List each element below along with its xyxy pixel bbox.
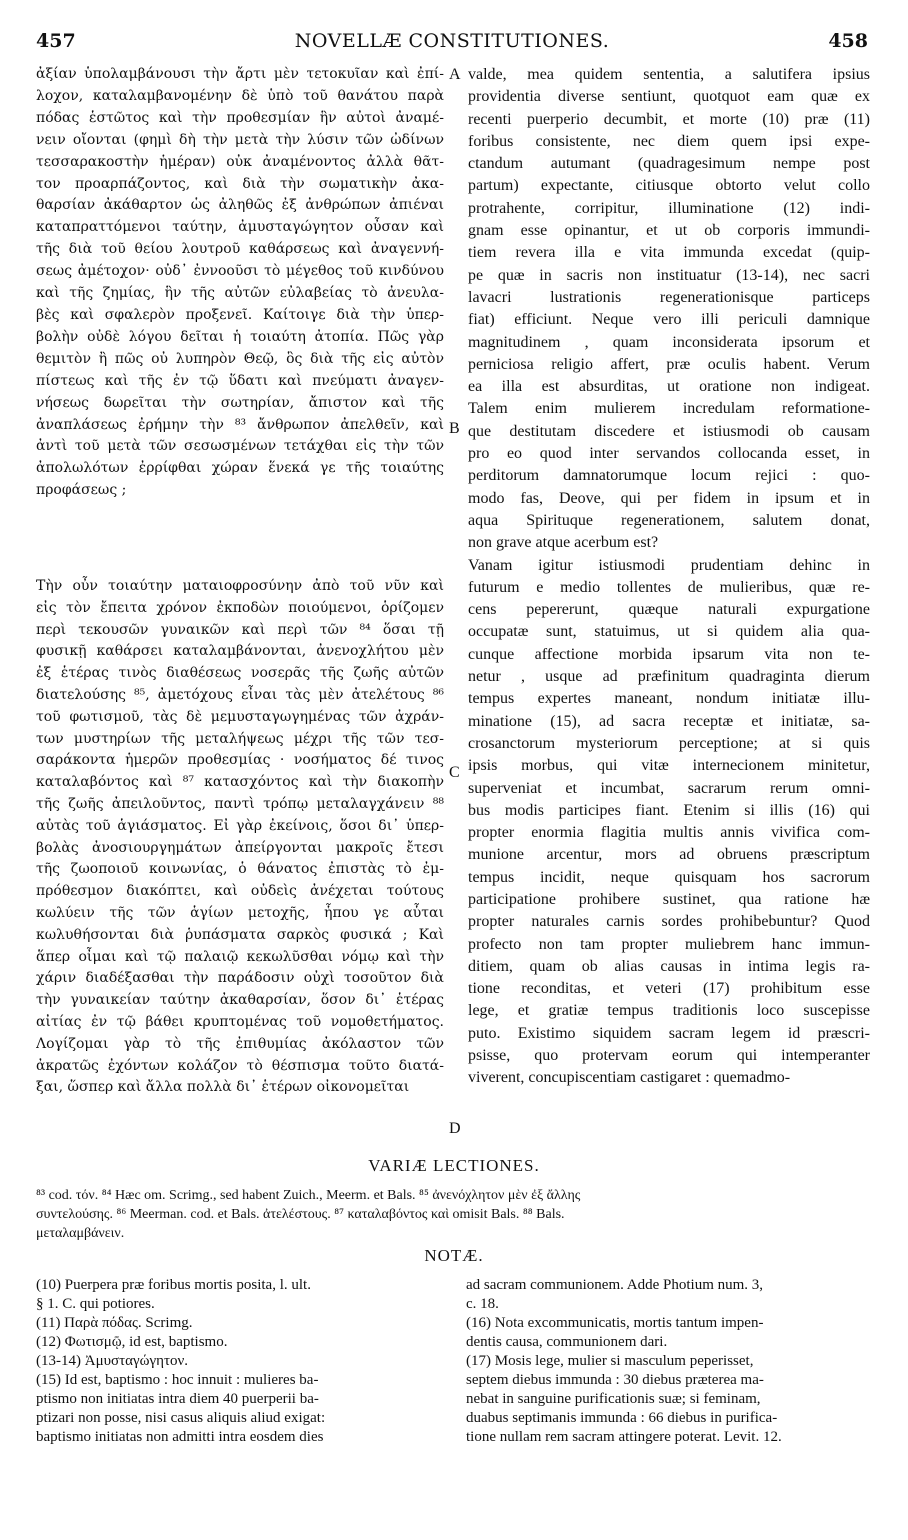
latin-text-line: participatione prohibere sustinet, qua ratione hæ	[468, 890, 870, 908]
greek-text-line: Τὴν οὖν τοιαύτην ματαιοφροσύνην ἀπὸ τοῦ νῦν καὶ	[36, 578, 444, 594]
latin-text-line: pro eo quod inter servandos collocanda esset, in	[468, 445, 870, 463]
latin-text-line: foribus consistente, nec diem quem ipsi expe-	[468, 132, 870, 150]
latin-text-line: superveniat et incumbat, sacrarum rerum omni-	[468, 779, 870, 797]
latin-text-line: modo fas, Deove, qui per fidem in ipsum et in	[468, 489, 870, 507]
note-line: duabus septimanis immunda : 66 diebus in purifica-	[466, 1410, 778, 1426]
latin-text-line: lege, et gratiæ tempus traditionis loco suscepisse	[468, 1002, 870, 1020]
note-line: (17) Mosis lege, mulier si masculum peperisset,	[466, 1353, 754, 1369]
latin-text-line: partum) expectante, citiusque obtorto velut collo	[468, 177, 870, 195]
latin-text-line: valde, mea quidem sententia, a salutifera ipsius	[468, 66, 870, 83]
greek-text-line: θαρσίαν ἀκάθαρτον ὡς ἀληθῶς ἐξ ἀνθρώπων ἀπιέναι	[36, 197, 444, 214]
latin-text-line: occupatæ sunt, statuimus, ut si quidem alia qua-	[468, 623, 870, 641]
note-line: nebat in sanguine purificationis suæ; si feminam,	[466, 1391, 761, 1407]
latin-text-line: providentia diverse sentiunt, quotquot eam quæ ex	[468, 88, 870, 106]
note-line: tione nullam rem sacram attingere poterat. Levit. 12.	[466, 1429, 782, 1445]
latin-text-line: ipsis morbus, qui vitæ internecionem minitetur,	[468, 757, 870, 775]
greek-text-line: νήσεως δωρεῖται τὴν σωτηρίαν, ἄπιστον καὶ τῆς	[36, 394, 444, 411]
greek-text-line: καὶ τῆς ζημίας, ἣν τῆς αὐτῶν εὐλαβείας τὸ ἀνευλα-	[36, 285, 444, 302]
latin-text-line: ea illa est absurditas, ut oratione non indigeat.	[468, 378, 870, 396]
latin-text-line: pe quæ in sacris non instituatur (13-14), nec sacri	[468, 266, 870, 284]
left-page-number: 457	[36, 30, 76, 52]
latin-text-line: fiat) efficiunt. Neque vero illi periculi damnique	[468, 311, 870, 329]
greek-text-line: ἅπερ οἶμαι καὶ τῷ παλαιῷ κεκωλῦσθαι νόμῳ καὶ τὴν	[36, 948, 444, 965]
latin-text-line: cens pepererunt, quæque naturali expurgatione	[468, 601, 870, 619]
greek-text-line: κωλυθήσονται διὰ ῥυπάσματα σαρκὸς φυσικά ; Καὶ	[36, 926, 444, 943]
page-header	[36, 30, 868, 60]
variant-reading-line: μεταλαμβάνειν.	[36, 1226, 125, 1241]
latin-text-line: non grave atque acerbum est?	[468, 534, 659, 552]
latin-text-line: ctandum autumant (quadragesimum nempe post	[468, 155, 870, 173]
greek-text-line: τον προαρπάζοντος, καὶ διὰ τὴν σωματικὴν ἀκα-	[36, 175, 444, 192]
note-line: (11) Παρὰ πόδας. Scrimg.	[36, 1315, 193, 1331]
greek-text-line: καταπραττόμενοι ταύτην, ἀμυσταγώγητον οὖσαν καὶ	[36, 219, 444, 236]
latin-text-line: viverent, concupiscentiam castigaret : quemadmo-	[468, 1069, 791, 1087]
running-title: NOVELLÆ CONSTITUTIONES.	[294, 30, 610, 52]
latin-text-line: puto. Existimo siquidem sacram legem id præscri-	[468, 1024, 870, 1042]
greek-text-line: πόδας ἑστῶτος καὶ τὴν προθεσμίαν ἣν αὐτοὶ ἀναμέ-	[36, 109, 444, 126]
latin-text-line: propter naturales carnis sordes prohibebuntur? Quod	[468, 913, 870, 931]
margin-marker-b: B	[449, 420, 460, 437]
greek-text-line: καταλαβόντος καὶ ⁸⁷ κατασχόντος καὶ τὴν διακοπὴν	[36, 774, 444, 791]
greek-column-part-1	[36, 64, 444, 502]
greek-text-line: ἀκρατῶς ἐχόντων κολάζον τὸ θέσπισμα τοῦτο διατά-	[36, 1057, 444, 1074]
greek-text-line: εἰς τὸν ἔπειτα χρόνον ἐκποδὼν ποιούμενοι, ὁρίζομεν	[36, 599, 444, 616]
note-line: dentis causa, communionem dari.	[466, 1334, 668, 1350]
note-line: ptismo non initiatas intra diem 40 puerperii ba-	[36, 1391, 319, 1407]
variae-lectiones	[36, 1186, 868, 1243]
latin-text-line: bus modis participes fiant. Etenim si illis (16) qui	[468, 801, 870, 819]
latin-text-line: tempus incidit, neque quisquam hos sacrorum	[468, 868, 870, 886]
margin-marker-a: A	[449, 66, 461, 83]
latin-text-line: magnitudinem , quam inconsiderata ipsorum et	[468, 333, 870, 351]
latin-text-line: ditiem, quam ob alias causas in intima legis ra-	[468, 957, 870, 975]
greek-text-line: τῆς ζωοποιοῦ κοινωνίας, ὁ θάνατος ἐπιστὰς τὸ ἐμ-	[36, 861, 444, 878]
greek-text-line: σαράκοντα ἡμερῶν προθεσμίας · νοσήματος δέ τινος	[36, 752, 444, 769]
greek-text-line: πρόθεσμον διακόπτει, καὶ οὐδεὶς ἀνέχεται τούτους	[36, 883, 444, 900]
latin-text-line: protrahente, corripitur, illuminatione (12) indi-	[468, 199, 870, 217]
greek-text-line: λοχον, καταλαμβανομένην δὲ ὑπὸ τοῦ θανάτου παρὰ	[36, 87, 444, 104]
latin-text-line: lavacri lustrationis regenerationisque particeps	[468, 288, 870, 306]
latin-text-line: recenti puerperio decumbit, et morte (10) præ (11)	[468, 110, 870, 128]
greek-text-line: ἀναπλάσεως ἐρήμην τὴν ⁸³ ἄνθρωπον ἀπελθεῖν, καὶ	[36, 416, 444, 433]
notes-right-column	[466, 1276, 870, 1447]
greek-text-line: τεσσαρακοστὴν ἡμέραν) οὐκ ἀναμένοντος ἀλλὰ θᾶτ-	[36, 153, 444, 170]
note-line: (12) Φωτισμῷ, id est, baptismo.	[36, 1334, 228, 1350]
greek-text-line: βολὴν οὐδὲ λόγου δεῖται ἡ τοιαύτη ἀτοπία. Πῶς γὰρ	[36, 328, 444, 345]
latin-text-line: perditorum damnatorumque locum rejici : quo-	[468, 467, 870, 485]
note-line: (13-14) Ἀμυσταγώγητον.	[36, 1353, 189, 1369]
note-line: ad sacram communionem. Adde Photium num. 3,	[466, 1277, 764, 1293]
latin-text-line: gnam esse opinantur, et ut ob corporis immundi-	[468, 222, 870, 240]
greek-text-line: Λογίζομαι γὰρ τὸ τῆς ἐπιθυμίας ἀκόλαστον τῶν	[36, 1035, 444, 1052]
greek-text-line: τῆς διὰ τοῦ θείου λουτροῦ καθάρσεως καὶ ἀναγεννή-	[36, 241, 444, 258]
greek-text-line: διατελούσης ⁸⁵, ἀμετόχους εἶναι τὰς μὲν ἀτελέτους ⁸⁶	[36, 686, 444, 703]
greek-text-line: των μυστηρίων τῆς μεταλήψεως μέχρι τῆς τῶν τεσ-	[36, 730, 444, 747]
greek-text-line: αἰτίας ἐν τῷ βάθει κρυπτομένας τοῦ νομοθετήματος.	[36, 1013, 444, 1030]
greek-text-line: αὐτὰς τοῦ ἁγιάσματος. Εἰ γὰρ ἐκείνοις, ὅσοι δι᾽ ὑπερ-	[36, 817, 444, 834]
latin-text-line: munione arcentur, mors ad obruens præscriptum	[468, 846, 870, 864]
greek-text-line: ἀντὶ τοῦ μετὰ τῶν σεσωσμένων τετάχθαι εἰς τὴν τῶν	[36, 438, 444, 455]
greek-text-line: βὲς καὶ σφαλερὸν προξενεῖ. Καίτοιγε διὰ τὴν ὑπερ-	[36, 306, 444, 323]
right-page-number: 458	[828, 30, 868, 52]
latin-text-line: futurum e medio tollentes de mulieribus, quæ re-	[468, 578, 870, 596]
variae-lectiones-title: VARIÆ LECTIONES.	[368, 1156, 540, 1175]
greek-text-line: ἀξίαν ὑπολαμβάνουσι τὴν ἄρτι μὲν τετοκυῖαν καὶ ἐπί-	[36, 66, 444, 82]
greek-text-line: προφάσεως ;	[36, 482, 127, 499]
latin-text-line: minatione (15), ad sacra receptæ et initiatæ, sa-	[468, 712, 870, 730]
latin-column	[468, 64, 870, 1090]
greek-text-line: νειν οἴονται (φημὶ δὴ τὴν μετὰ τὴν λύσιν τῶν ὠδίνων	[36, 131, 444, 148]
greek-text-line: ἐξ ἑτέρας τινὸς διαθέσεως νοσερᾶς τῆς ζωῆς αὐτῶν	[36, 665, 444, 682]
greek-text-line: περὶ τεκουσῶν γυναικῶν καὶ περὶ τῶν ⁸⁴ ὅσαι τῇ	[36, 621, 444, 638]
greek-text-line: τὴν γυναικείαν ταύτην ἀκαθαρσίαν, ὅσον δι᾽ ἑτέρας	[36, 992, 444, 1009]
greek-column-part-2	[36, 576, 444, 1099]
latin-text-line: propter enormia flagitia multis annis vivifica com-	[468, 824, 870, 842]
latin-text-line: Vanam igitur istiusmodi prudentiam dehinc in	[468, 556, 870, 574]
greek-text-line: θεμιτὸν ἢ πῶς οὐ λυπηρὸν Θεῷ, ὃς διὰ τῆς εἰς αὐτὸν	[36, 350, 444, 367]
note-line: (16) Nota excommunicatis, mortis tantum impen-	[466, 1315, 764, 1331]
latin-text-line: cunque affectione morbida ipsarum vita non te-	[468, 645, 870, 663]
latin-text-line: netur , usque ad præfinitum quadraginta dierum	[468, 668, 870, 686]
margin-marker-d: D	[449, 1120, 461, 1137]
note-line: § 1. C. qui potiores.	[36, 1296, 155, 1312]
notes-left-column	[36, 1276, 446, 1447]
variant-reading-line: ⁸³ cod. τόν. ⁸⁴ Hæc om. Scrimg., sed habent Zuich., Meerm. et Bals. ⁸⁵ ἀνενόχλητον μὲν ἐξ ἄλλης	[36, 1188, 581, 1203]
latin-text-line: psisse, quo protervam eorum qui intemperanter	[468, 1047, 870, 1065]
variant-reading-line: συντελούσης. ⁸⁶ Meerman. cod. et Bals. ἀτελέστους. ⁸⁷ καταλαβόντος καὶ omisit Bals. ⁸⁸ Bals.	[36, 1207, 565, 1222]
greek-text-line: τῆς ζωῆς ἀπειλοῦντος, παντὶ τρόπῳ μεταλαγχάνειν ⁸⁸	[36, 795, 444, 812]
latin-text-line: crosanctorum mysteriorum perceptione; at si quis	[468, 734, 870, 752]
note-line: baptismo initiatas non admitti intra eosdem dies	[36, 1429, 324, 1445]
notae-title: NOTÆ.	[424, 1246, 484, 1265]
latin-text-line: perniciosa religio affert, præ oculis habent. Verum	[468, 355, 870, 373]
greek-text-line: ἀπολωλότων ἐρρίφθαι χώραν ἕνεκά γε τῆς τοιαύτης	[36, 460, 444, 477]
greek-text-line: τοῦ φωτισμοῦ, τὰς δὲ μεμυσταγωγημένας τῶν ἀχράν-	[36, 708, 444, 725]
latin-text-line: que destitutam discedere et istiusmodi ob causam	[468, 422, 870, 440]
note-line: ptizari non posse, nisi casus aliquis aliud exigat:	[36, 1410, 326, 1426]
note-line: c. 18.	[466, 1296, 499, 1312]
greek-text-line: κωλύειν τῆς τῶν ἁγίων μετοχῆς, ἧπου γε αὗται	[36, 904, 444, 921]
latin-text-line: Talem enim mulierem incredulam reformatione-	[468, 400, 870, 418]
latin-text-line: tiem revera illa e vita immunda excedat (quip-	[468, 244, 870, 262]
latin-text-line: tione reconditas, et veteri (17) prohibitum esse	[468, 980, 870, 998]
latin-text-line: profecto non tam propter muliebrem hanc immun-	[468, 935, 870, 953]
greek-text-line: φυσικῇ καθάρσει καταλαμβάνονται, ἀνενοχλήτου μὲν	[36, 643, 444, 660]
note-line: (10) Puerpera præ foribus mortis posita, l. ult.	[36, 1277, 311, 1293]
greek-text-line: ξαι, ὥσπερ καὶ ἄλλα πολλὰ δι᾽ ἑτέρων οἰκονομεῖται	[36, 1079, 410, 1096]
greek-text-line: πίστεως καὶ τῆς ἐν τῷ ὕδατι καὶ πνεύματι ἀναγεν-	[36, 372, 444, 389]
greek-text-line: σεως ἀμέτοχον· οὐδ᾽ ἐννοοῦσι τὸ μέγεθος τοῦ κινδύνου	[36, 263, 444, 280]
greek-text-line: χάριν διαδέξασθαι τὴν παράδοσιν οὐχὶ τοσοῦτον διὰ	[36, 970, 444, 987]
note-line: septem diebus immunda : 30 diebus præterea ma-	[466, 1372, 764, 1388]
note-line: (15) Id est, baptismo : hoc innuit : mulieres ba-	[36, 1372, 319, 1388]
margin-marker-c: C	[449, 764, 460, 781]
latin-text-line: aqua Spirituque regenerationem, salutem donat,	[468, 511, 870, 529]
latin-text-line: tempus expertes maneant, nondum initiatæ illu-	[468, 690, 870, 708]
greek-text-line: βολὰς ἀνοσιουργημάτων ἀπείργονται μακροῖς ἔτεσι	[36, 839, 444, 856]
